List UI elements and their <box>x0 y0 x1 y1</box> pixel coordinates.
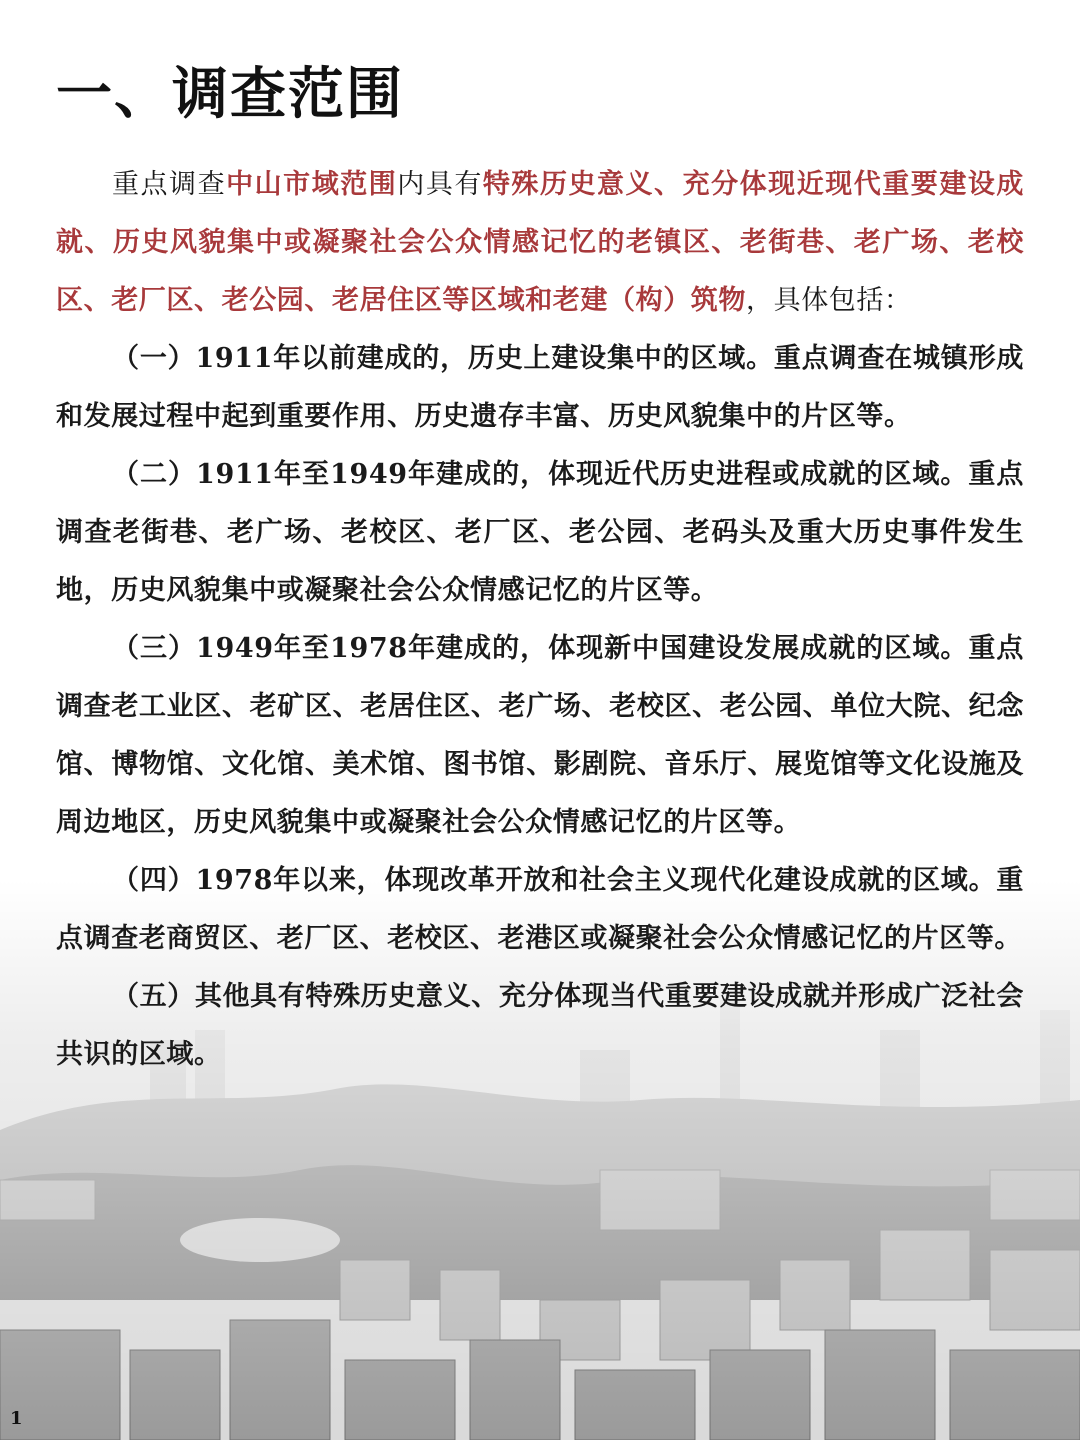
list-item-5: （五）其他具有特殊历史意义、充分体现当代重要建设成就并形成广泛社会共识的区域。 <box>56 981 1024 1070</box>
intro-text-3: ，具体包括： <box>746 285 912 316</box>
section-heading: 一、调查范围 <box>56 61 404 127</box>
intro-highlight-region: 中山市域范围 <box>226 169 398 200</box>
document-body <box>56 58 1024 1084</box>
list-item-4: （四）1978年以来，体现改革开放和社会主义现代化建设成就的区域。重点调查老商贸区、老厂区、老校区、老港区或凝聚社会公众情感记忆的片区等。 <box>56 865 1024 954</box>
intro-text-1: 重点调查 <box>112 169 227 200</box>
intro-paragraph <box>56 156 1024 330</box>
list-item-1: （一）1911年以前建成的，历史上建设集中的区域。重点调查在城镇形成和发展过程中起到重要作用、历史遗存丰富、历史风貌集中的片区等。 <box>56 343 1024 432</box>
page-number: 1 <box>10 1408 23 1429</box>
intro-highlight-scope: 特殊历史意义、充分体现近现代重要建设成就、历史风貌集中或凝聚社会公众情感记忆的老镇区、老街巷、老广场、老校区、老厂区、老公园、老居住区等区域和老建（构）筑物 <box>56 169 1024 316</box>
list-item-3: （三）1949年至1978年建成的，体现新中国建设发展成就的区域。重点调查老工业区、老矿区、老居住区、老广场、老校区、老公园、单位大院、纪念馆、博物馆、文化馆、美术馆、图书馆、影剧院、音乐厅、展览馆等文化设施及周边地区，历史风貌集中或凝聚社会公众情感记忆的片区等。 <box>56 633 1024 838</box>
list-item-2: （二）1911年至1949年建成的，体现近代历史进程或成就的区域。重点调查老街巷、老广场、老校区、老厂区、老公园、老码头及重大历史事件发生地，历史风貌集中或凝聚社会公众情感记忆的片区等。 <box>56 459 1024 606</box>
intro-text-2: 内具有 <box>397 169 483 200</box>
